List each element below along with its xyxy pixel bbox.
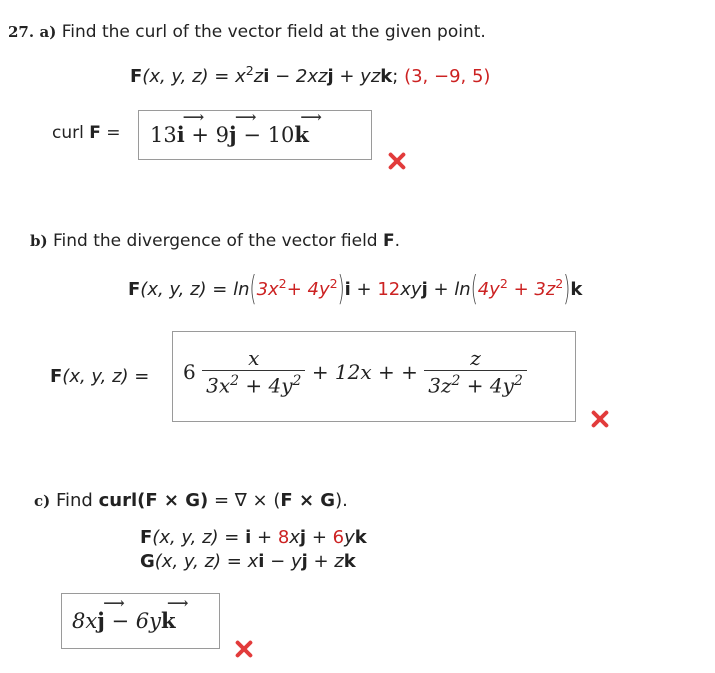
problem-header [8, 22, 486, 42]
divergence-answer-label: F(x, y, z) = [50, 366, 150, 387]
part-b-prompt: Find the divergence of the vector field F. [53, 231, 401, 251]
incorrect-x-icon [233, 639, 253, 659]
part-c-header [34, 490, 348, 511]
curl-cross-answer-box[interactable] [61, 593, 220, 649]
incorrect-x-icon [589, 409, 609, 429]
fraction-2: $\frac{z}{3z^2 + 4y^2}$ [424, 346, 527, 398]
part-c-prompt: Find curl(F × G) = ∇ × (F × G). [55, 490, 348, 511]
vector-arrow-icon: ⟶ [235, 108, 257, 126]
part-c-letter: c) [34, 492, 51, 510]
part-a-prompt: Find the curl of the vector field at the given point. [61, 22, 486, 42]
vector-arrow-icon: ⟶ [300, 108, 322, 126]
vector-arrow-icon: ⟶ [103, 594, 125, 612]
incorrect-x-icon [386, 151, 406, 171]
curl-answer-box[interactable] [138, 110, 372, 160]
part-a-field: F(x, y, $z) = x^2zi - 2xzj$ + yzk; (3, −9, 5) [130, 63, 491, 87]
vector-arrow-icon: ⟶ [182, 108, 205, 126]
fraction-1: $\frac{x}{3x^2 + 4y^2}$ [202, 346, 305, 398]
field-G-line: G(x, y, z) = xi − yj + zk [140, 551, 356, 572]
curl-answer-value: 13 ⟶ i + 9 ⟶ j − 10 ⟶ k [150, 108, 322, 147]
part-b-letter: b) [30, 232, 48, 250]
part-b-header [30, 231, 400, 251]
given-point: (3, −9, 5) [404, 66, 491, 87]
vector-arrow-icon: ⟶ [167, 594, 189, 612]
curl-answer-label: curl F = [52, 123, 121, 143]
field-F-line: F(x, y, z) = i + 8xj + 6yk [140, 527, 367, 548]
part-a-letter: a) [39, 23, 57, 41]
part-b-field: F(x, y, $z) = \ln(3x^2+ 4y^2)i + 12xyj + \ln(4y^2 + 3z^2)k$ [128, 269, 583, 310]
curl-cross-answer-value: 8x ⟶ j − 6y ⟶ k [72, 594, 189, 633]
problem-number: 27. [8, 23, 35, 41]
divergence-answer-box[interactable] [172, 331, 576, 422]
divergence-answer-value: 6 $\frac{x}{3x^2 + 4y^2}$ + 12x + + $\frac{z}{3z^2 + 4y^2}$ [183, 346, 527, 398]
